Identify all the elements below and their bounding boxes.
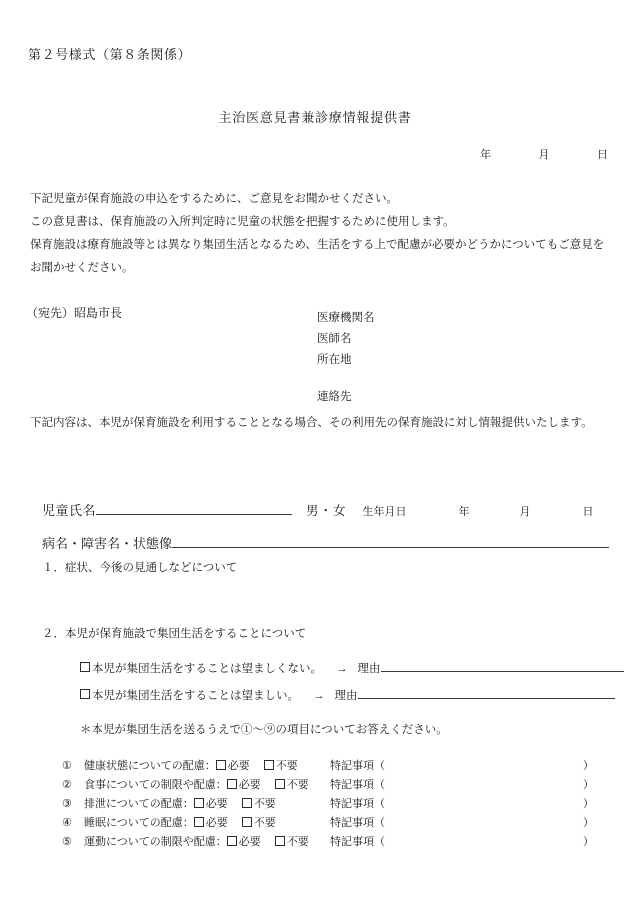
child-dob-label: 生年月日	[362, 506, 407, 518]
checkbox-not-need[interactable]	[275, 833, 309, 849]
remark-label: 特記事項（	[330, 817, 385, 829]
arrow-icon: →	[313, 690, 325, 702]
item-label: 睡眠についての配慮：	[84, 817, 194, 829]
checkbox-icon[interactable]	[242, 817, 252, 827]
child-dob-day-label: 日	[582, 506, 594, 518]
intro-line-3: 保育施設は療育施設等とは異なり集団生活となるため、生活をする上で配慮が必要かどうかについてもご意見を	[30, 239, 605, 251]
addressee: （宛先）昭島市長	[26, 306, 123, 320]
item-number: ④	[62, 817, 72, 829]
option-label: 本児が集団生活をすることは望ましい。	[92, 690, 299, 702]
item-label: 健康状態についての配慮：	[84, 760, 216, 772]
page-title: 主治医意見書兼診療情報提供書	[218, 110, 412, 125]
need-label: 必要	[205, 798, 228, 810]
item-number: ②	[62, 779, 72, 791]
intro-paragraph	[30, 188, 610, 280]
diagnosis-row	[42, 533, 609, 552]
checkbox-icon[interactable]	[242, 798, 252, 808]
item-label: 食事についての制限や配慮：	[84, 779, 227, 791]
child-dob-year-label: 年	[458, 506, 470, 518]
child-name-row	[42, 500, 594, 519]
institution-address-label: 所在地	[317, 354, 352, 366]
checkbox-not-need[interactable]	[242, 814, 276, 830]
section-1-heading: １．症状、今後の見通しなどについて	[42, 562, 238, 574]
need-label: 必要	[238, 836, 261, 848]
group-life-option-desirable[interactable]	[80, 685, 615, 703]
checkbox-icon[interactable]	[227, 779, 237, 789]
not-need-label: 不要	[253, 817, 276, 829]
checkbox-not-need[interactable]	[264, 757, 298, 773]
child-name-label: 児童氏名	[42, 503, 97, 518]
information-provision-note: 下記内容は、本児が保育施設を利用することとなる場合、その利用先の保育施設に対し情報提供いたします。	[30, 417, 593, 429]
doctor-name-label: 医師名	[317, 333, 352, 345]
intro-line-2: この意見書は、保育施設の入所判定時に児童の状態を把握するために使用します。	[30, 216, 455, 228]
need-label: 必要	[238, 779, 261, 791]
checkbox-not-need[interactable]	[275, 776, 309, 792]
option-label: 本児が集団生活をすることは望ましくない。	[92, 663, 322, 675]
group-life-option-not-desirable[interactable]	[80, 658, 624, 676]
need-label: 必要	[227, 760, 250, 772]
item-label: 排泄についての配慮：	[84, 798, 194, 810]
section-2-note: ＊本児が集団生活を送るうえで①～⑨の項目についてお答えください。	[80, 724, 448, 736]
date-month-label: 月	[538, 149, 550, 161]
remark-paren-close: ）	[583, 760, 594, 772]
item-label: 運動についての制限や配慮：	[84, 836, 227, 848]
not-need-label: 不要	[286, 836, 309, 848]
remark-label: 特記事項（	[330, 836, 385, 848]
checkbox-need[interactable]	[194, 814, 228, 830]
checkbox-icon[interactable]	[275, 779, 285, 789]
reason-label: 理由	[334, 690, 358, 702]
reason-input[interactable]	[358, 685, 615, 699]
checkbox-icon[interactable]	[194, 798, 204, 808]
checkbox-icon[interactable]	[80, 689, 90, 699]
arrow-icon: →	[336, 663, 348, 675]
checkbox-need[interactable]	[216, 757, 250, 773]
remark-paren-close: ）	[583, 817, 594, 829]
item-number: ③	[62, 798, 72, 810]
item-number: ①	[62, 760, 72, 772]
not-need-label: 不要	[253, 798, 276, 810]
checkbox-icon[interactable]	[194, 817, 204, 827]
child-name-input[interactable]	[96, 501, 292, 515]
checkbox-not-need[interactable]	[242, 795, 276, 811]
checkbox-need[interactable]	[227, 776, 261, 792]
diagnosis-input[interactable]	[172, 534, 609, 548]
remark-paren-close: ）	[583, 836, 594, 848]
reason-input[interactable]	[381, 658, 624, 672]
date-line	[480, 146, 608, 162]
reason-label: 理由	[357, 663, 381, 675]
checkbox-icon[interactable]	[227, 836, 237, 846]
remark-label: 特記事項（	[330, 798, 385, 810]
intro-line-4: お聞かせください。	[30, 262, 134, 274]
checkbox-icon[interactable]	[275, 836, 285, 846]
remark-paren-close: ）	[583, 779, 594, 791]
consideration-item-4	[62, 814, 594, 830]
consideration-item-2	[62, 776, 594, 792]
child-dob-month-label: 月	[519, 506, 531, 518]
need-label: 必要	[205, 817, 228, 829]
not-need-label: 不要	[275, 760, 298, 772]
not-need-label: 不要	[286, 779, 309, 791]
remark-label: 特記事項（	[330, 779, 385, 791]
child-sex-label[interactable]: 男・女	[306, 504, 347, 518]
item-number: ⑤	[62, 836, 72, 848]
consideration-item-5	[62, 833, 594, 849]
institution-name-label: 医療機関名	[317, 312, 375, 324]
checkbox-need[interactable]	[227, 833, 261, 849]
checkbox-need[interactable]	[194, 795, 228, 811]
date-year-label: 年	[480, 149, 491, 161]
date-day-label: 日	[597, 149, 608, 161]
consideration-item-1	[62, 757, 594, 773]
remark-label: 特記事項（	[330, 760, 385, 772]
intro-line-1: 下記児童が保育施設の申込をするために、ご意見をお聞かせください。	[30, 193, 398, 205]
consideration-item-3	[62, 795, 594, 811]
checkbox-icon[interactable]	[216, 760, 226, 770]
form-number: 第２号様式（第８条関係）	[28, 47, 192, 62]
section-2-heading: ２．本児が保育施設で集団生活をすることについて	[42, 628, 307, 640]
institution-block	[317, 308, 375, 371]
remark-paren-close: ）	[583, 798, 594, 810]
checkbox-icon[interactable]	[80, 662, 90, 672]
diagnosis-label: 病名・障害名・状態像	[42, 536, 173, 551]
contact-label: 連絡先	[317, 391, 352, 403]
checkbox-icon[interactable]	[264, 760, 274, 770]
